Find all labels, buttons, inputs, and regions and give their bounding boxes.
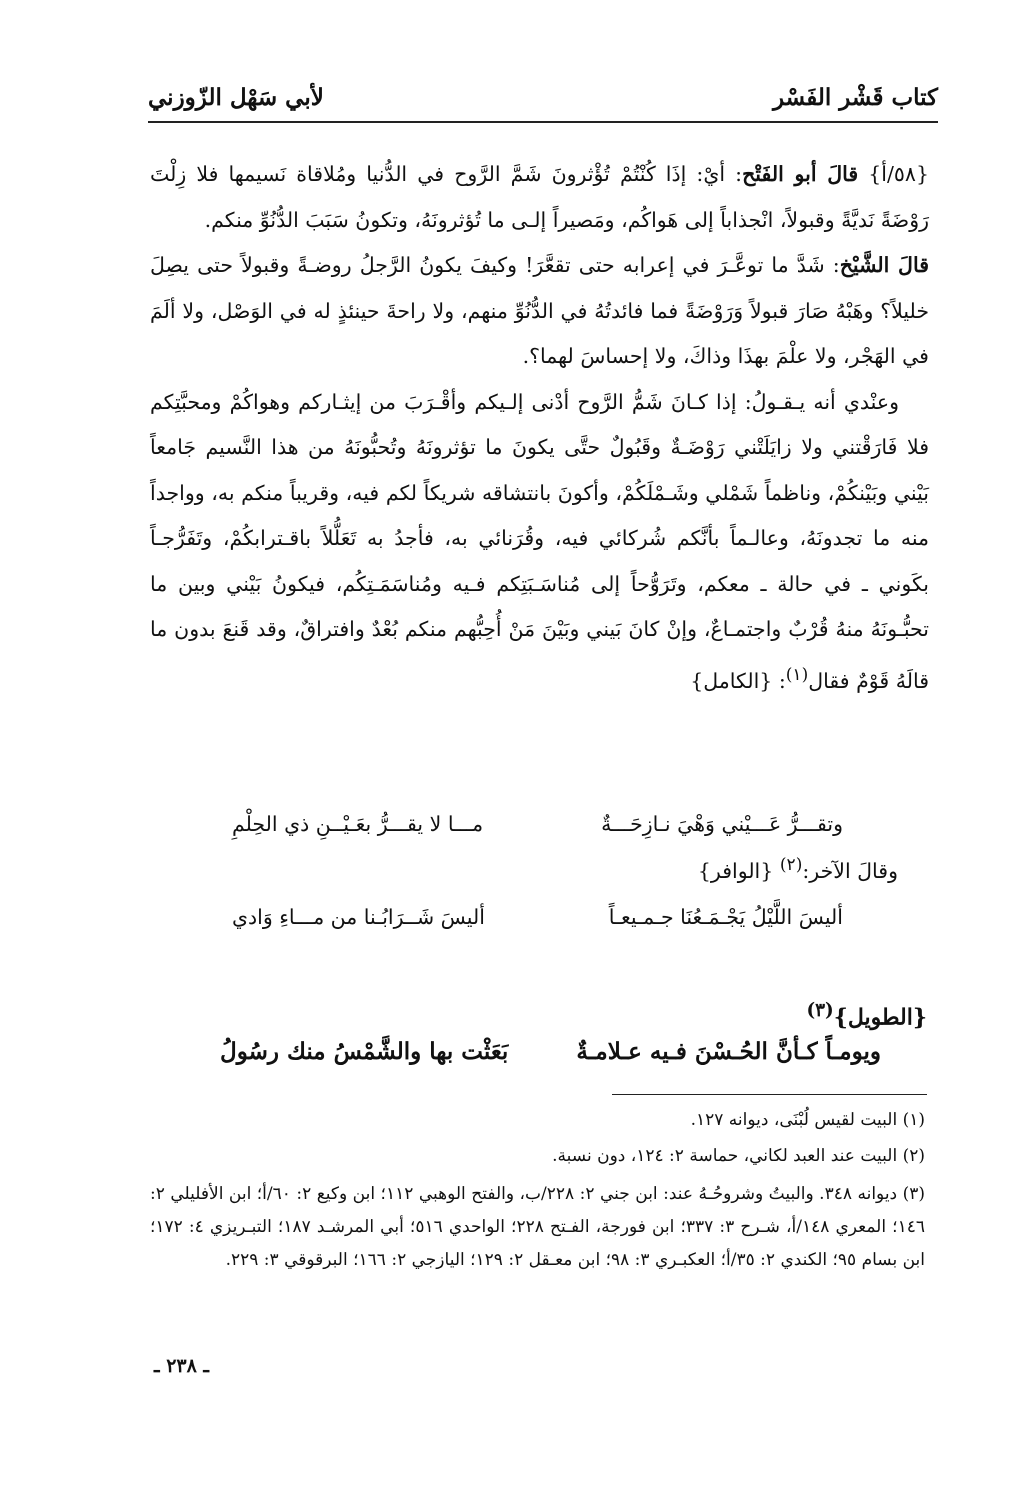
footnote-2: (٢) البيت عند العبد لكاني، حماسة ٢: ١٢٤، دون نسبة. [552, 1146, 925, 1166]
verse2-second-hemistich: أليسَ شَــرَابُـنا من مـــاءِ وَادي [232, 905, 485, 929]
verse2-first-hemistich: أليسَ اللَّيْلُ يَجْـمَـعُنَا جـمـيعـاً [608, 905, 843, 929]
verse1-second-hemistich: مـــا لا يقـــرُّ بعَـيْــنِ ذي الحِلْمِ [232, 812, 484, 836]
paragraph-abu-alfath [150, 152, 929, 243]
header-rule [148, 121, 938, 123]
poem-intro: وقالَ الآخر:$^{(٢)}$ {الوافر} [697, 855, 898, 883]
page-number: ـ ٢٣٨ ـ [154, 1355, 209, 1377]
paragraph-commentary [150, 380, 929, 704]
paragraph-text: وعنْدي أنه يـقـولُ: إذا كـانَ شَمُّ الرَّوح أدْنى إلـيكم وأقْـرَبَ من إيثـاركم وهواكُمْ ومحبَّتِكم فلا فَارَقْتني ولا زايَلَتْني رَوْضَـةٌ وقَبُولٌ حتَّى يكونَ ما تؤثرونَهُ وتُحبُّونَهُ من هذا النَّسيم جَامعاً بَيْني وبَيْنكُمْ، وناظماً شَمْلي وشَـمْلَكُمْ، وأكونَ بانتشاقه شريكاً لكم فيه، وقريباً منكم به، وواجداً منه ما تجدونَهُ، وعالـماً بأنَّكم شُركائي فيه، وقُرَنائي به، فأجدُ به تَعَلُّلاً باقـترابكُمْ، وتَفَرُّجـاً بكَوني ـ في حالة ـ معكم، وتَرَوُّحاً إلى مُناسَـبَتِكم فـيه ومُناسَمَـتِكُم، فيكونُ بَيْني وبين ما تحبُّـونَهُ منهُ قُرْبٌ واجتمـاعٌ، وإنْ كانَ بَيني وبَيْنَ مَنْ أُحِبُّهم منكم بُعْدٌ وافتراقٌ، وقد قَنعَ بدون ما قالَهُ قَوْمٌ فقال [150, 389, 929, 693]
paragraph-text: : شَدَّ ما توعَّـرَ في إعرابه حتى تقعَّرَ! وكيفَ يكونُ الرَّجلُ روضـةً وقبولاً حتى يصِلَ خليلاً؟ وهَبْهُ صَارَ قبولاً وَرَوْضَةً فما فائدتُهُ في الدُّنُوِّ منهم، ولا راحةَ حينئذٍ له في الوَصْل، ولا ألَمَ في الهَجْر، ولا علْمَ بهذَا وذاكَ، ولا إحساسَ لهما؟. [150, 253, 929, 368]
footnote-marker: (١) [785, 664, 809, 685]
meter-label: {الوافر} [697, 858, 780, 883]
verse1-first-hemistich: وتقـــرُّ عَـــيْني وَهْيَ نـازِحَـــةٌ [601, 812, 843, 836]
running-header-author: لأبي سَهْل الزّوزني [148, 84, 324, 111]
meter-label: : {الكامل} [690, 668, 786, 693]
running-header-title: كتاب قَشْر الفَسْر [772, 84, 938, 111]
footnote-1: (١) البيت لقيس لُبْنَى، ديوانه ١٢٧. [690, 1110, 925, 1130]
verse3-first-hemistich: ويومـاً كـأنَّ الحُـسْنَ فـيه عـلامـةٌ [576, 1038, 881, 1065]
verse3-second-hemistich: بَعَثْت بها والشَّمْسُ منك رسُولُ [220, 1038, 509, 1065]
folio-reference: {٥٨/أ} [868, 162, 929, 186]
main-text [150, 152, 929, 704]
paragraph-text: : أيْ: إذَا كُنْتُمْ تُؤْثرونَ شَمَّ الرَّوح في الدُّنيا ومُلاقاة نَسيمها فلا زِلْتَ رَوْضَةً نَديَّةً وقبولاً، انْجذاباً إلى هَواكُم، ومَصيراً إلـى ما تُؤثرونَهُ، وتكونُ سَبَبَ الدُّنُوِّ منكم. [150, 162, 929, 232]
footnote-3: (٣) ديوانه ٣٤٨. والبيتُ وشروحُـهُ عند: ابن جني ٢: ٢٢٨/ب، والفتح الوهبي ١١٢؛ ابن وكيع ٢: ٦٠/أ؛ ابن الأفليلي ٢: ١٤٦؛ المعري ١٤٨/أ، شـرح ٣: ٣٣٧؛ ابن فورجة، الفـتح ٢٢٨؛ الواحدي ٥١٦؛ أبي المرشـد ١٨٧؛ التبـريزي ٤: ١٧٢؛ ابن بسام ٩٥؛ الكندي ٢: ٣٥/أ؛ العكبـري ٣: ٩٨؛ ابن معـقل ٢: ١٢٩؛ اليازجي ٢: ١٦٦؛ البرقوقي ٣: ٢٢٩. [150, 1184, 926, 1270]
speaker-shaykh: قالَ الشَّيْخ [839, 253, 929, 277]
meter-heading: {الطويل}$^{(٣)}$ [806, 1000, 927, 1031]
footnote-marker: (٢) [779, 855, 803, 875]
footnote-rule [612, 1094, 927, 1095]
footnote-marker: (٣) [806, 1000, 834, 1021]
paragraph-shaykh [150, 243, 929, 380]
speaker-abu-alfath: قالَ أبو الفَتْح [742, 162, 859, 186]
